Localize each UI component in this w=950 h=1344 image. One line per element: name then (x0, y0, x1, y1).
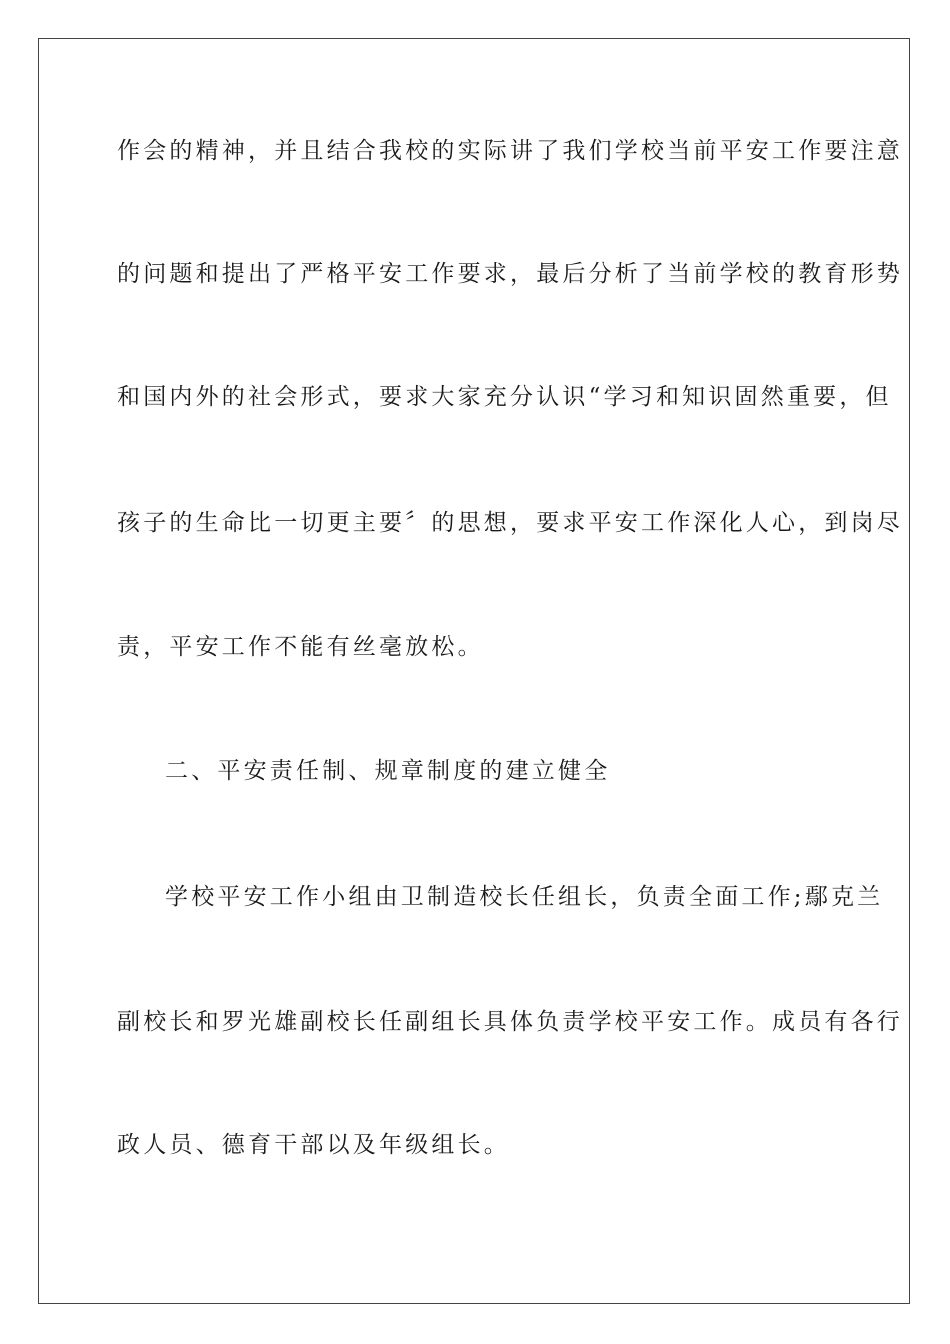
body-text-line: 副校长和罗光雄副校长任副组长具体负责学校平安工作。成员有各行 (117, 1009, 903, 1035)
section-heading: 二、平安责任制、规章制度的建立健全 (165, 758, 611, 784)
body-text-line: 责，平安工作不能有丝毫放松。 (117, 634, 484, 660)
body-text-line: 作会的精神，并且结合我校的实际讲了我们学校当前平安工作要注意 (117, 138, 903, 164)
body-text-line: 和国内外的社会形式，要求大家充分认识“学习和知识固然重要，但 (117, 384, 892, 410)
body-text-line: 的问题和提出了严格平安工作要求，最后分析了当前学校的教育形势 (117, 261, 903, 287)
page-border (38, 38, 910, 1304)
body-text-line: 孩子的生命比一切更主要〞的思想，要求平安工作深化人心，到岗尽 (117, 510, 903, 536)
body-text-line: 学校平安工作小组由卫制造校长任组长，负责全面工作;鄢克兰 (165, 884, 884, 910)
body-text-line: 政人员、德育干部以及年级组长。 (117, 1132, 510, 1158)
